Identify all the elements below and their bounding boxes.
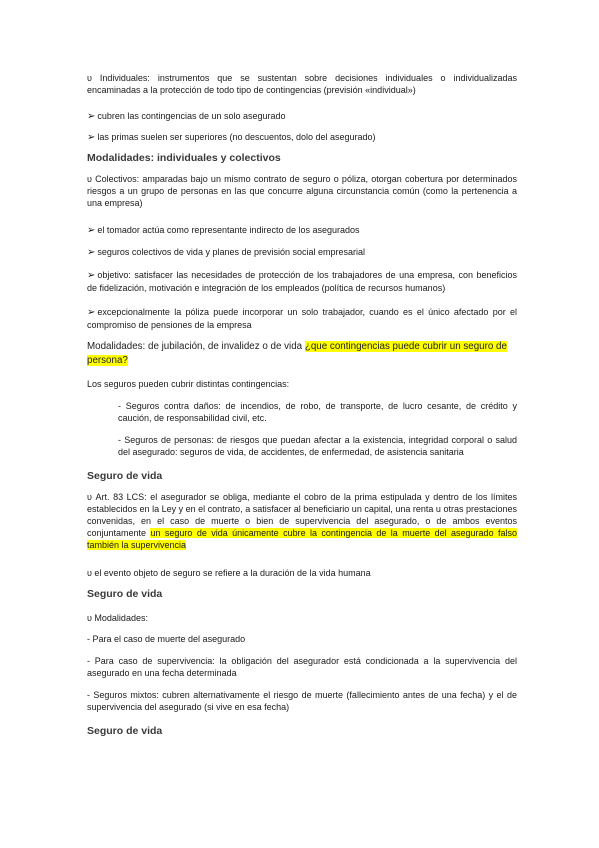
paragraph-art83 xyxy=(87,491,517,551)
highlighted-question: ¿que contingencias puede cubrir un seguro de persona? xyxy=(87,341,507,366)
list-item-mixtos: - Seguros mixtos: cubren alternativamente el riesgo de muerte (fallecimiento antes de una fecha) y el de supervivencia del asegurado (si vive en esa fecha) xyxy=(87,690,517,712)
arrow-bullet-icon: ➢ xyxy=(87,132,96,143)
heading-seguro-vida: Seguro de vida xyxy=(87,588,163,600)
paragraph-modalidades: υ Modalidades: xyxy=(87,613,148,623)
paragraph-evento: υ el evento objeto de seguro se refiere a la duración de la vida humana xyxy=(87,568,371,578)
arrow-bullet-icon: ➢ xyxy=(87,247,96,258)
bullet-item xyxy=(87,131,517,144)
list-item-danos: - Seguros contra daños: de incendios, de robo, de transporte, de lucro cesante, de crédito y caución, de responsabilidad civil, etc. xyxy=(118,401,517,423)
list-item-muerte: - Para el caso de muerte del asegurado xyxy=(87,634,246,644)
bullet-text: objetivo: satisfacer las necesidades de protección de los trabajadores de una empresa, con beneficios de fidelización, motivación e integración de los empleados (política de recursos humanos) xyxy=(87,270,517,293)
paragraph-colectivos: υ Colectivos: amparadas bajo un mismo contrato de seguro o póliza, otorgan cobertura por determinados riesgos a un grupo de personas en las que concurre alguna circunstancia común (como la pertenencia a una empresa) xyxy=(87,174,517,208)
arrow-bullet-icon: ➢ xyxy=(87,111,96,122)
art83-text: υ Art. 83 LCS: el asegurador se obliga, mediante el cobro de la prima estipulada y dentro de los límites establecidos en la Ley y en el contrato, a satisfacer al beneficiario un capital, una renta u otras prestaciones convenidas, en el caso de muerte o bien de supervivencia del asegurado, o de ambos eventos conjuntamente xyxy=(87,492,517,538)
bullet-item xyxy=(87,110,517,123)
heading-seguro-vida: Seguro de vida xyxy=(87,725,163,737)
bullet-text: seguros colectivos de vida y planes de previsión social empresarial xyxy=(97,247,366,257)
heading-seguro-vida: Seguro de vida xyxy=(87,470,163,482)
list-item-supervivencia: - Para caso de supervivencia: la obligación del asegurador está condicionada a la supervivencia del asegurado en una fecha determinada xyxy=(87,656,517,678)
arrow-bullet-icon: ➢ xyxy=(87,270,96,281)
bullet-item xyxy=(87,306,517,331)
heading-text: Modalidades: de jubilación, de invalidez o de vida xyxy=(87,341,303,352)
paragraph-individuales: υ Individuales: instrumentos que se sustentan sobre decisiones individuales o individualizadas encaminadas a la protección de todo tipo de contingencias (previsión «individual») xyxy=(87,73,517,95)
list-item-personas: - Seguros de personas: de riesgos que puedan afectar a la existencia, integridad corporal o salud del asegurado: seguros de vida, de accidentes, de enfermedad, de asistencia sanitaria xyxy=(118,435,517,457)
bullet-item xyxy=(87,246,517,259)
bullet-text: excepcionalmente la póliza puede incorporar un solo trabajador, cuando es el único afectado por el compromiso de pensiones de la empresa xyxy=(87,307,517,330)
bullet-text: el tomador actúa como representante indirecto de los asegurados xyxy=(97,225,360,235)
bullet-text: las primas suelen ser superiores (no descuentos, dolo del asegurado) xyxy=(97,132,376,142)
heading-jubilacion xyxy=(87,340,517,368)
bullet-item xyxy=(87,224,517,237)
heading-modalidades: Modalidades: individuales y colectivos xyxy=(87,152,281,164)
bullet-text: cubren las contingencias de un solo asegurado xyxy=(97,111,286,121)
bullet-item xyxy=(87,269,517,294)
arrow-bullet-icon: ➢ xyxy=(87,307,96,318)
highlighted-note: un seguro de vida únicamente cubre la contingencia de la muerte del asegurado falso también la supervivencia xyxy=(87,528,517,550)
arrow-bullet-icon: ➢ xyxy=(87,225,96,236)
paragraph-contingencias: Los seguros pueden cubrir distintas contingencias: xyxy=(87,379,290,389)
